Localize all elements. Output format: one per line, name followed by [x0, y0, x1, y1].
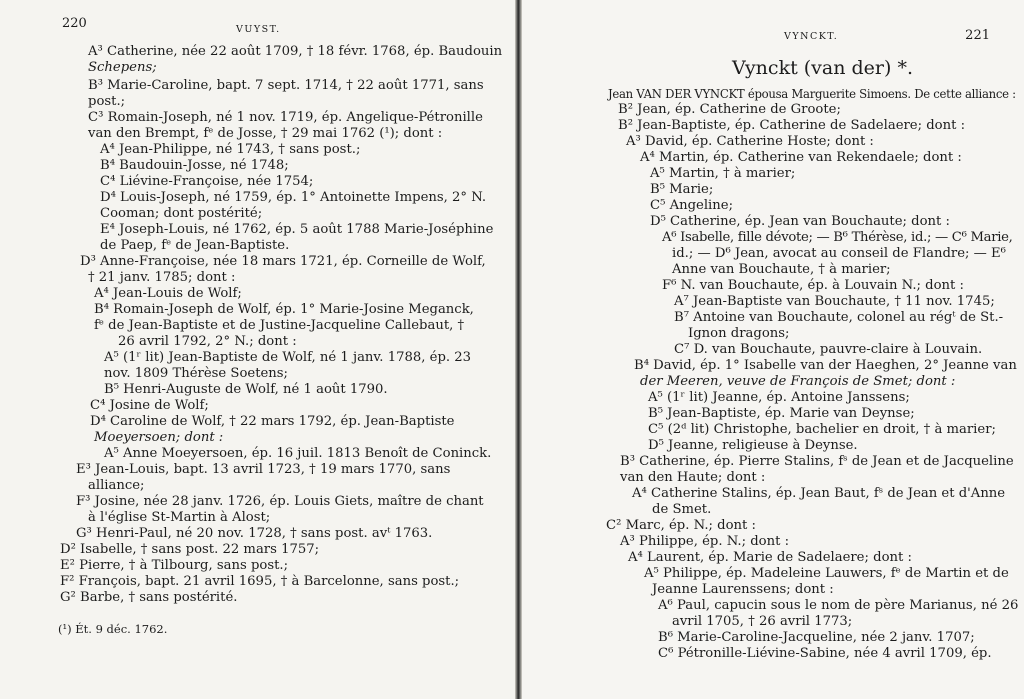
text-line: F⁶ N. van Bouchaute, ép. à Louvain N.; dont : — [662, 278, 964, 293]
text-line: Jeanne Laurenssens; dont : — [652, 582, 834, 597]
text-line: C⁵ (2ᵈ lit) Christophe, bachelier en droit, † à marier; — [648, 422, 996, 437]
text-line: C³ Romain-Joseph, né 1 nov. 1719, ép. Angelique-Pétronille — [88, 110, 483, 125]
text-line: B⁷ Antoine van Bouchaute, colonel au régᵗ de St.- — [674, 310, 1004, 325]
text-line: B³ Catherine, ép. Pierre Stalins, fˢ de Jean et de Jacqueline — [620, 454, 1014, 469]
text-line: Jean VAN DER VYNCKT épousa Marguerite Simoens. De cette alliance : — [608, 87, 1016, 101]
text-line: C⁵ Angeline; — [650, 198, 734, 213]
text-line: B⁵ Jean-Baptiste, ép. Marie van Deynse; — [648, 406, 915, 421]
text-line: 26 avril 1792, 2° N.; dont : — [118, 334, 297, 349]
text-line: C⁶ Pétronille-Liévine-Sabine, née 4 avril 1709, ép. — [658, 646, 992, 661]
text-line: B³ Marie-Caroline, bapt. 7 sept. 1714, † 22 août 1771, sans — [88, 78, 484, 93]
text-line: B⁵ Henri-Auguste de Wolf, né 1 août 1790. — [104, 382, 388, 397]
text-line: E⁴ Joseph-Louis, né 1762, ép. 5 août 1788 Marie-Joséphine — [100, 222, 494, 237]
running-head: VUYST. — [236, 24, 281, 35]
text-line: D³ Anne-Françoise, née 18 mars 1721, ép. Corneille de Wolf, — [80, 254, 486, 269]
text-line: † 21 janv. 1785; dont : — [88, 270, 236, 285]
text-line: A³ David, ép. Catherine Hoste; dont : — [626, 134, 874, 149]
text-line: de Smet. — [652, 502, 712, 517]
text-line: B⁴ David, ép. 1° Isabelle van der Haeghen, 2° Jeanne van — [634, 358, 1017, 373]
text-line: D⁴ Louis-Joseph, né 1759, ép. 1° Antoinette Impens, 2° N. — [100, 190, 487, 205]
text-line: A⁵ (1ʳ lit) Jean-Baptiste de Wolf, né 1 janv. 1788, ép. 23 — [104, 350, 472, 365]
text-line: A⁵ Anne Moeyersoen, ép. 16 juil. 1813 Benoît de Coninck. — [104, 446, 492, 461]
text-line: A⁴ Martin, ép. Catherine van Rekendaele; dont : — [640, 150, 962, 165]
text-line: F² François, bapt. 21 avril 1695, † à Barcelonne, sans post.; — [60, 574, 460, 589]
text-line: alliance; — [88, 478, 145, 493]
text-line: de Paep, fᵉ de Jean-Baptiste. — [100, 238, 290, 253]
text-line: E³ Jean-Louis, bapt. 13 avril 1723, † 19 mars 1770, sans — [76, 462, 451, 477]
text-line: A⁴ Laurent, ép. Marie de Sadelaere; dont : — [628, 550, 912, 565]
text-line: van den Brempt, fᵉ de Josse, † 29 mai 1762 (¹); dont : — [88, 126, 443, 141]
text-line: id.; — D⁶ Jean, avocat au conseil de Flandre; — E⁶ — [672, 246, 1006, 261]
text-line: Moeyersoen; dont : — [94, 430, 224, 445]
text-line: A⁴ Catherine Stalins, ép. Jean Baut, fˢ de Jean et d'Anne — [632, 486, 1006, 501]
book-gutter — [515, 0, 522, 699]
text-line: nov. 1809 Thérèse Soetens; — [104, 366, 289, 381]
text-line: A⁶ Isabelle, fille dévote; — B⁶ Thérèse, id.; — C⁶ Marie, — [662, 230, 1013, 245]
text-line: Schepens; — [88, 60, 157, 75]
text-line: avril 1705, † 26 avril 1773; — [672, 614, 853, 629]
text-line: D⁵ Jeanne, religieuse à Deynse. — [648, 438, 858, 453]
text-line: der Meeren, veuve de François de Smet; dont : — [640, 374, 956, 389]
text-line: Anne van Bouchaute, † à marier; — [672, 262, 891, 277]
text-line: G² Barbe, † sans postérité. — [60, 590, 238, 605]
running-head: VYNCKT. — [784, 31, 839, 42]
text-line: F³ Josine, née 28 janv. 1726, ép. Louis Giets, maître de chant — [76, 494, 484, 509]
text-line: C² Marc, ép. N.; dont : — [606, 518, 756, 533]
text-line: A⁵ Martin, † à marier; — [650, 166, 796, 181]
text-line: Cooman; dont postérité; — [100, 206, 263, 221]
text-line: A⁷ Jean-Baptiste van Bouchaute, † 11 nov. 1745; — [674, 294, 995, 309]
text-line: D² Isabelle, † sans post. 22 mars 1757; — [60, 542, 320, 557]
text-line: G³ Henri-Paul, né 20 nov. 1728, † sans post. avᵗ 1763. — [76, 526, 433, 541]
text-line: à l'église St-Martin à Alost; — [88, 510, 271, 525]
text-line: A³ Catherine, née 22 août 1709, † 18 févr. 1768, ép. Baudouin — [88, 44, 503, 59]
text-line: C⁷ D. van Bouchaute, pauvre-claire à Louvain. — [674, 342, 983, 357]
text-line: D⁴ Caroline de Wolf, † 22 mars 1792, ép. Jean-Baptiste — [90, 414, 455, 429]
text-line: van den Haute; dont : — [620, 470, 766, 485]
footnote: (¹) Ét. 9 déc. 1762. — [58, 622, 168, 636]
text-line: A⁴ Jean-Philippe, né 1743, † sans post.; — [100, 142, 361, 157]
text-line: post.; — [88, 94, 126, 109]
text-line: C⁴ Liévine-Françoise, née 1754; — [100, 174, 314, 189]
text-line: B⁵ Marie; — [650, 182, 714, 197]
text-line: A⁵ (1ʳ lit) Jeanne, ép. Antoine Janssens; — [648, 390, 910, 405]
text-line: E² Pierre, † à Tilbourg, sans post.; — [60, 558, 289, 573]
right-page — [522, 0, 1024, 699]
text-line: B⁴ Baudouin-Josse, né 1748; — [100, 158, 289, 173]
text-line: B² Jean, ép. Catherine de Groote; — [618, 102, 841, 117]
text-line: B⁶ Marie-Caroline-Jacqueline, née 2 janv. 1707; — [658, 630, 975, 645]
text-line: A⁶ Paul, capucin sous le nom de père Marianus, né 26 — [658, 598, 1019, 613]
text-line: C⁴ Josine de Wolf; — [90, 398, 209, 413]
text-line: Ignon dragons; — [688, 326, 790, 341]
text-line: fᵉ de Jean-Baptiste et de Justine-Jacqueline Callebaut, † — [94, 318, 465, 333]
text-line: B⁴ Romain-Joseph de Wolf, ép. 1° Marie-Josine Meganck, — [94, 302, 474, 317]
text-line: A⁴ Jean-Louis de Wolf; — [94, 286, 242, 301]
text-line: A⁵ Philippe, ép. Madeleine Lauwers, fᵉ de Martin et de — [644, 566, 1009, 581]
chapter-title: Vynckt (van der) *. — [732, 57, 913, 79]
page-number: 220 — [62, 16, 87, 31]
text-line: A³ Philippe, ép. N.; dont : — [620, 534, 790, 549]
text-line: B² Jean-Baptiste, ép. Catherine de Sadelaere; dont : — [618, 118, 966, 133]
text-line: D⁵ Catherine, ép. Jean van Bouchaute; dont : — [650, 214, 950, 229]
page-number: 221 — [965, 28, 990, 43]
